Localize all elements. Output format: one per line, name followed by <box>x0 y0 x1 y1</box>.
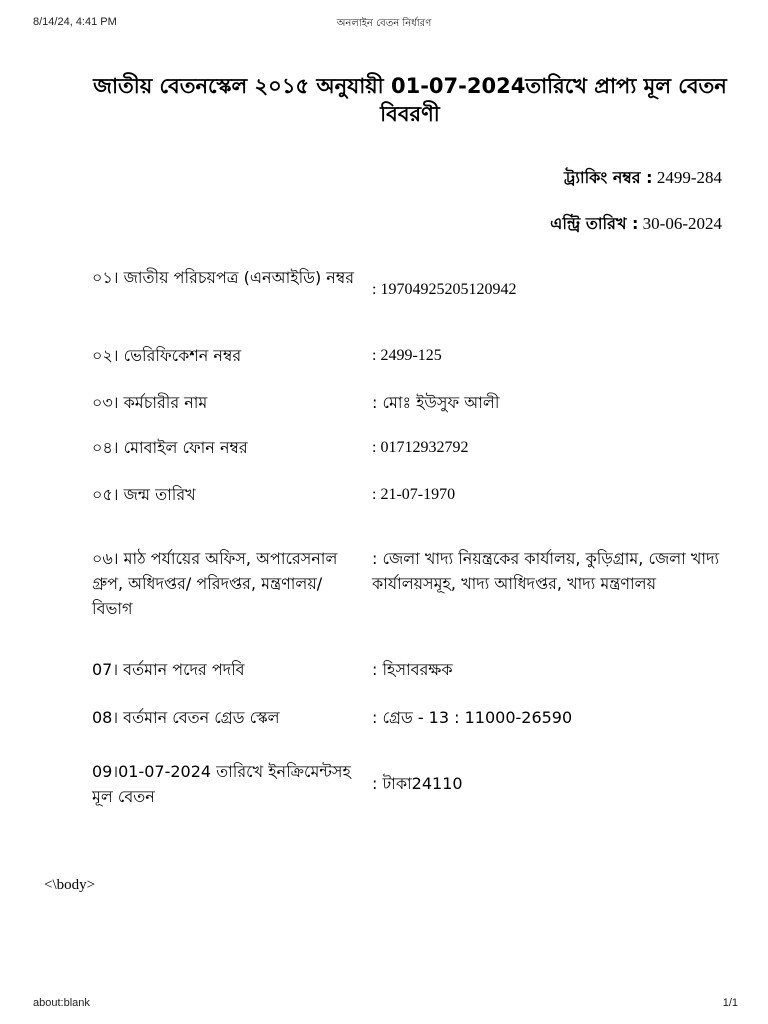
row-label: 08। বর্তমান বেতন গ্রেড স্কেল <box>92 708 280 727</box>
row-label: 07। বর্তমান পদের পদবি <box>92 660 245 679</box>
tracking-number-value: 2499-284 <box>656 168 722 187</box>
row-value: : 01712932792 <box>372 439 469 456</box>
row-value: : মোঃ ইউসুফ আলী <box>372 393 500 412</box>
trailing-markup-text: <\body> <box>44 877 96 893</box>
row-label: ০৬। মাঠ পর্যায়ের অফিস, অপারেসনাল গ্রুপ, অধিদপ্তর/ পরিদপ্তর, মন্ত্রণালয়/বিভাগ <box>92 549 338 618</box>
row-value: : হিসাবরক্ষক <box>372 660 453 679</box>
print-datetime: 8/14/24, 4:41 PM <box>33 16 117 28</box>
row-label: ০৩। কর্মচারীর নাম <box>92 393 208 412</box>
row-value: : গ্রেড - 13 : 11000-26590 <box>372 708 573 727</box>
row-label: ০১। জাতীয় পরিচয়পত্র (এনআইডি) নম্বর <box>92 268 355 287</box>
tracking-number <box>564 165 722 192</box>
document-title: জাতীয় বেতনস্কেল ২০১৫ অনুযায়ী 01-07-2024তারিখে প্রাপ্য মূল বেতন বিবরণী <box>93 74 727 126</box>
row-value: : 19704925205120942 <box>372 281 517 298</box>
row-label: ০৫। জন্ম তারিখ <box>92 485 196 504</box>
row-value: : 2499-125 <box>372 347 442 364</box>
row-value: : জেলা খাদ্য নিয়ন্ত্রকের কার্যালয়, কুড়িগ্রাম, জেলা খাদ্য কার্যালয়সমূহ, খাদ্য আধিদপ্তর, খাদ্য মন্ত্রণালয় <box>372 549 720 593</box>
print-page-count: 1/1 <box>722 997 738 1009</box>
print-page-title: অনলাইন বেতন নির্ধারণ <box>336 18 432 29</box>
row-value: : টাকা24110 <box>372 774 463 793</box>
row-value: : 21-07-1970 <box>372 486 456 503</box>
entry-date <box>550 211 722 238</box>
row-label: 09।01-07-2024 তারিখে ইনক্রিমেন্টসহ মূল বেতন <box>92 762 351 806</box>
print-url: about:blank <box>33 997 90 1009</box>
tracking-number-label: ট্র্যাকিং নম্বর : <box>563 168 653 187</box>
entry-date-label: এন্ট্রি তারিখ : <box>550 214 639 233</box>
entry-date-value: 30-06-2024 <box>642 214 722 233</box>
row-label: ০৪। মোবাইল ফোন নম্বর <box>92 438 248 457</box>
row-label: ০২। ভেরিফিকেশন নম্বর <box>92 346 242 365</box>
